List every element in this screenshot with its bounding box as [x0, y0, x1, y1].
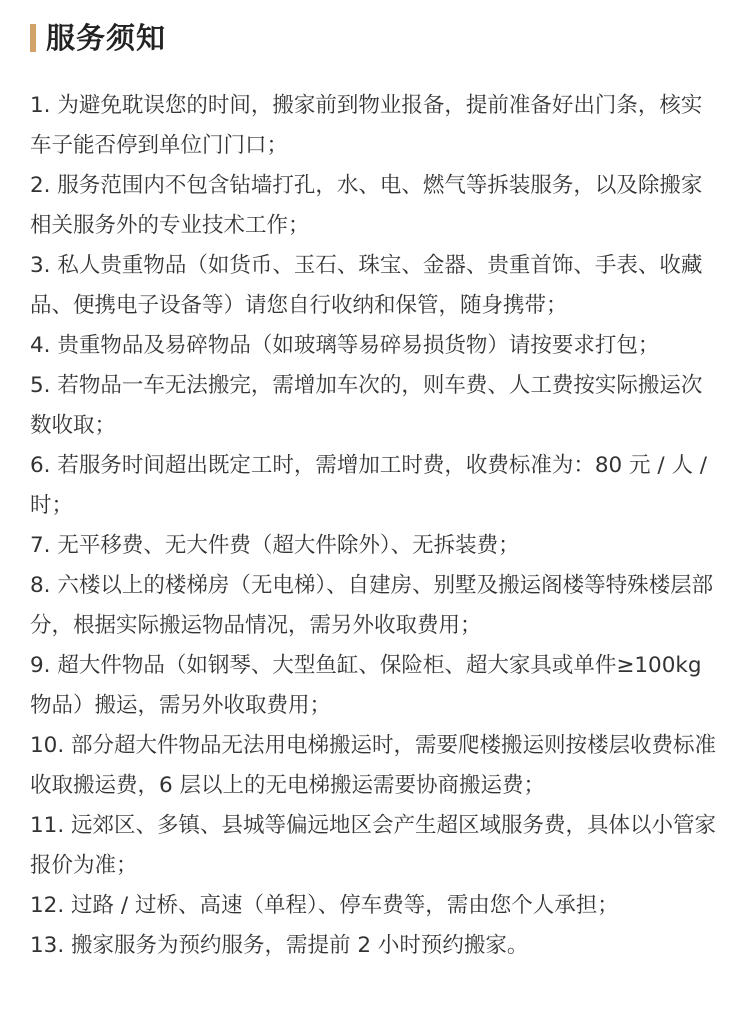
notice-item-13: 13. 搬家服务为预约服务，需提前 2 小时预约搬家。: [30, 933, 529, 958]
notice-item-12: 12. 过路 / 过桥、高速（单程）、停车费等，需由您个人承担；: [30, 893, 619, 918]
notice-item-4: 4. 贵重物品及易碎物品（如玻璃等易碎易损货物）请按要求打包；: [30, 333, 660, 358]
notice-item-2: 2. 服务范围内不包含钻墙打孔，水、电、燃气等拆装服务，以及除搬家相关服务外的专业技术工作；: [30, 173, 703, 238]
notice-item-3: 3. 私人贵重物品（如货币、玉石、珠宝、金器、贵重首饰、手表、收藏品、便携电子设备等）请您自行收纳和保管，随身携带；: [30, 253, 703, 318]
notice-item-11: 11. 远郊区、多镇、县城等偏远地区会产生超区域服务费，具体以小管家报价为准；: [30, 813, 717, 878]
notice-item-10: 10. 部分超大件物品无法用电梯搬运时，需要爬楼搬运则按楼层收费标准收取搬运费，6 层以上的无电梯搬运需要协商搬运费；: [30, 733, 717, 798]
notice-item-7: 7. 无平移费、无大件费（超大件除外）、无拆装费；: [30, 533, 520, 558]
notice-item-1: 1. 为避免耽误您的时间，搬家前到物业报备，提前准备好出门条，核实车子能否停到单位门门口；: [30, 93, 703, 158]
notice-list: [30, 86, 720, 966]
notice-item-8: 8. 六楼以上的楼梯房（无电梯）、自建房、别墅及搬运阁楼等特殊楼层部分，根据实际搬运物品情况，需另外收取费用；: [30, 573, 714, 638]
notice-item-9: 9. 超大件物品（如钢琴、大型鱼缸、保险柜、超大家具或单件≥100kg 物品）搬运，需另外收取费用；: [30, 653, 702, 718]
section-title: 服务须知: [46, 21, 167, 55]
notice-item-6: 6. 若服务时间超出既定工时，需增加工时费，收费标准为：80 元 / 人 / 时；: [30, 453, 708, 518]
title-accent-bar: [30, 24, 36, 52]
section-header: [30, 18, 720, 58]
notice-item-5: 5. 若物品一车无法搬完，需增加车次的，则车费、人工费按实际搬运次数收取；: [30, 373, 703, 438]
